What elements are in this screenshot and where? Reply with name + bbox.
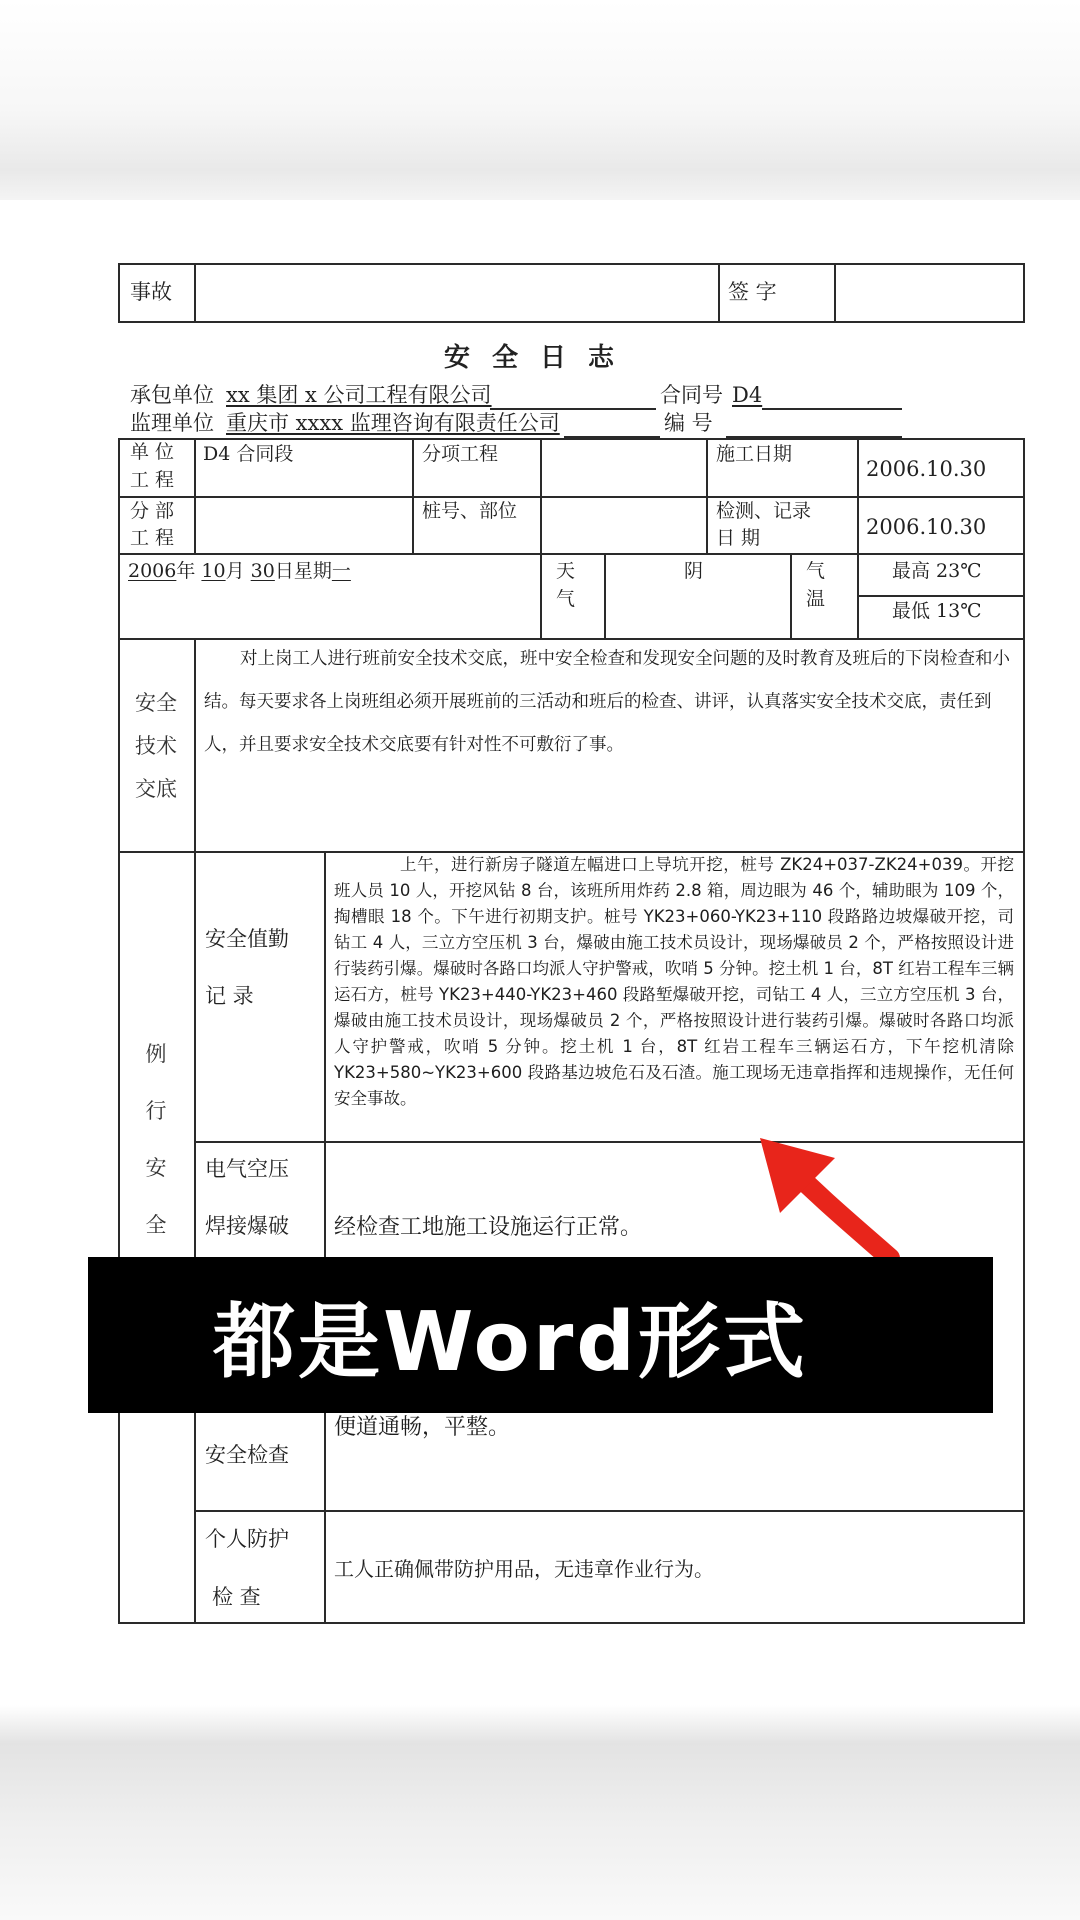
temp-label-2: 温: [806, 588, 826, 610]
row-line: [118, 496, 1025, 498]
sub-item-label: 分项工程: [422, 443, 499, 465]
col-line: [194, 438, 196, 553]
date-year-suffix: 年: [176, 560, 196, 582]
electric-label-2: 焊接爆破: [205, 1214, 289, 1238]
background-top: [0, 0, 1080, 200]
weather-label-2: 气: [556, 588, 576, 610]
division-label-1: 分 部: [130, 500, 175, 522]
weather-label-1: 天: [556, 560, 576, 582]
ppe-label-2: 检 查: [212, 1585, 261, 1609]
date-month: 10: [201, 560, 226, 582]
date-year: 2006: [128, 560, 177, 582]
safety-tech-label-line: 安全: [135, 691, 177, 715]
temp-label-1: 气: [806, 560, 826, 582]
safety-tech-label: [126, 682, 186, 811]
routine-safety-label: [126, 1026, 186, 1254]
date-month-suffix: 月: [225, 560, 245, 582]
row-line: [194, 1141, 1025, 1143]
routine-label-line: 例: [145, 1042, 167, 1066]
col-line: [540, 553, 542, 638]
routine-label-line: 全: [145, 1213, 167, 1237]
unit-project-value: D4 合同段: [203, 443, 294, 465]
accident-label: 事故: [130, 280, 172, 304]
divider: [834, 263, 836, 323]
weather-value: 阴: [684, 560, 704, 582]
temp-low: 最低 13℃: [892, 600, 982, 622]
routine-label-line: 安: [145, 1156, 167, 1180]
col-line: [857, 553, 859, 638]
unit-project-label-1: 单 位: [130, 441, 175, 463]
unit-project-label-2: 工 程: [130, 469, 175, 491]
underline: [762, 408, 902, 410]
record-date-value: 2006.10.30: [866, 515, 987, 539]
col-line: [857, 438, 859, 553]
col-line: [324, 851, 326, 1624]
col-line: [540, 438, 542, 553]
col-line: [604, 553, 606, 638]
date-day-suffix: 日星期: [274, 560, 332, 582]
col-line: [790, 553, 792, 638]
caption-text: 都是Word形式: [213, 1294, 808, 1390]
red-arrow-icon: [740, 1128, 900, 1268]
divider: [718, 263, 720, 323]
duty-record-label-1: 安全值勤: [205, 927, 289, 951]
record-date-label-1: 检测、记录: [716, 500, 812, 522]
contractor-value: xx 集团 x 公司工程有限公司: [226, 383, 492, 407]
background-bottom: [0, 1705, 1080, 1920]
row-line: [118, 553, 1025, 555]
safety-tech-text: 对上岗工人进行班前安全技术交底，班中安全检查和发现安全问题的及时教育及班后的下岗检查和小结。每天要求各上岗班组必须开展班前的三活动和班后的检查、讲评，认真落实安全技术交底，责任到人，并且要求安全技术交底要有针对性不可敷衍了事。: [204, 649, 1010, 755]
col-line: [412, 438, 414, 553]
safety-tech-label-line: 技术: [135, 734, 177, 758]
safety-check-label: 安全检查: [205, 1443, 289, 1467]
division-label-2: 工 程: [130, 527, 175, 549]
accident-row: [118, 263, 1025, 323]
station-label: 桩号、部位: [422, 500, 518, 522]
supervisor-label: 监理单位: [130, 411, 214, 435]
document-title: 安全日志: [443, 343, 636, 373]
number-label: 编 号: [664, 411, 713, 435]
signature-label: 签 字: [728, 280, 777, 304]
date-line: [128, 560, 351, 584]
duty-record-label-2: 记 录: [205, 984, 254, 1008]
contractor-label: 承包单位: [130, 383, 214, 407]
electric-label-1: 电气空压: [205, 1157, 289, 1181]
date-day: 30: [250, 560, 275, 582]
caption-banner: [88, 1257, 993, 1413]
temp-high: 最高 23℃: [892, 560, 982, 582]
contract-no-value: D4: [732, 383, 763, 407]
record-date-label-2: 日 期: [716, 527, 761, 549]
ppe-text: 工人正确佩带防护用品，无违章作业行为。: [334, 1557, 714, 1581]
electric-text: 经检查工地施工设施运行正常。: [334, 1215, 643, 1240]
date-weekday: 一: [331, 560, 351, 582]
construction-date-label: 施工日期: [716, 443, 793, 465]
construction-date-value: 2006.10.30: [866, 457, 987, 481]
duty-record-text: 上午，进行新房子隧道左幅进口上导坑开挖，桩号 ZK24+037-ZK24+039。开挖班人员 10 人，开挖风钻 8 台，该班所用炸药 2.8 箱，周边眼为 46 个，辅助眼为 109 个，掏槽眼 18 个。下午进行初期支护。桩号 YK23+060-YK23+110 段路路边坡爆破开挖，司钻工 4 人，三立方空压机 3 台，爆破由施工技术员设计，现场爆破员 2 个，严格按照设计进行装药引爆。爆破时各路口均派人守护警戒，吹哨 5 分钟。挖土机 1 台，8T 红岩工程车三辆运石方，桩号 YK23+440-YK23+460 段路堑爆破开挖，司钻工 4 人，三立方空压机 3 台，爆破由施工技术员设计，现场爆破员 2 个，严格按照设计进行装药引爆。爆破时各路口均派人守护警戒，吹哨 5 分钟。挖土机 1 台，8T 红岩工程车三辆运石方，下午挖机清除 YK23+580~YK23+600 段路基边坡危石及石渣。施工现场无违章指挥和违规操作，无任何安全事故。: [334, 855, 1014, 1108]
supervisor-value: 重庆市 xxxx 监理咨询有限责任公司: [226, 411, 560, 435]
divider: [194, 263, 196, 323]
row-line: [857, 595, 1025, 597]
row-line: [194, 1510, 1025, 1512]
ppe-label-1: 个人防护: [205, 1527, 289, 1551]
routine-label-line: 行: [145, 1099, 167, 1123]
col-line: [706, 438, 708, 553]
contract-no-label: 合同号: [660, 383, 723, 407]
road-text: 便道通畅，平整。: [334, 1415, 511, 1440]
safety-tech-label-line: 交底: [135, 777, 177, 801]
col-line: [194, 638, 196, 1624]
